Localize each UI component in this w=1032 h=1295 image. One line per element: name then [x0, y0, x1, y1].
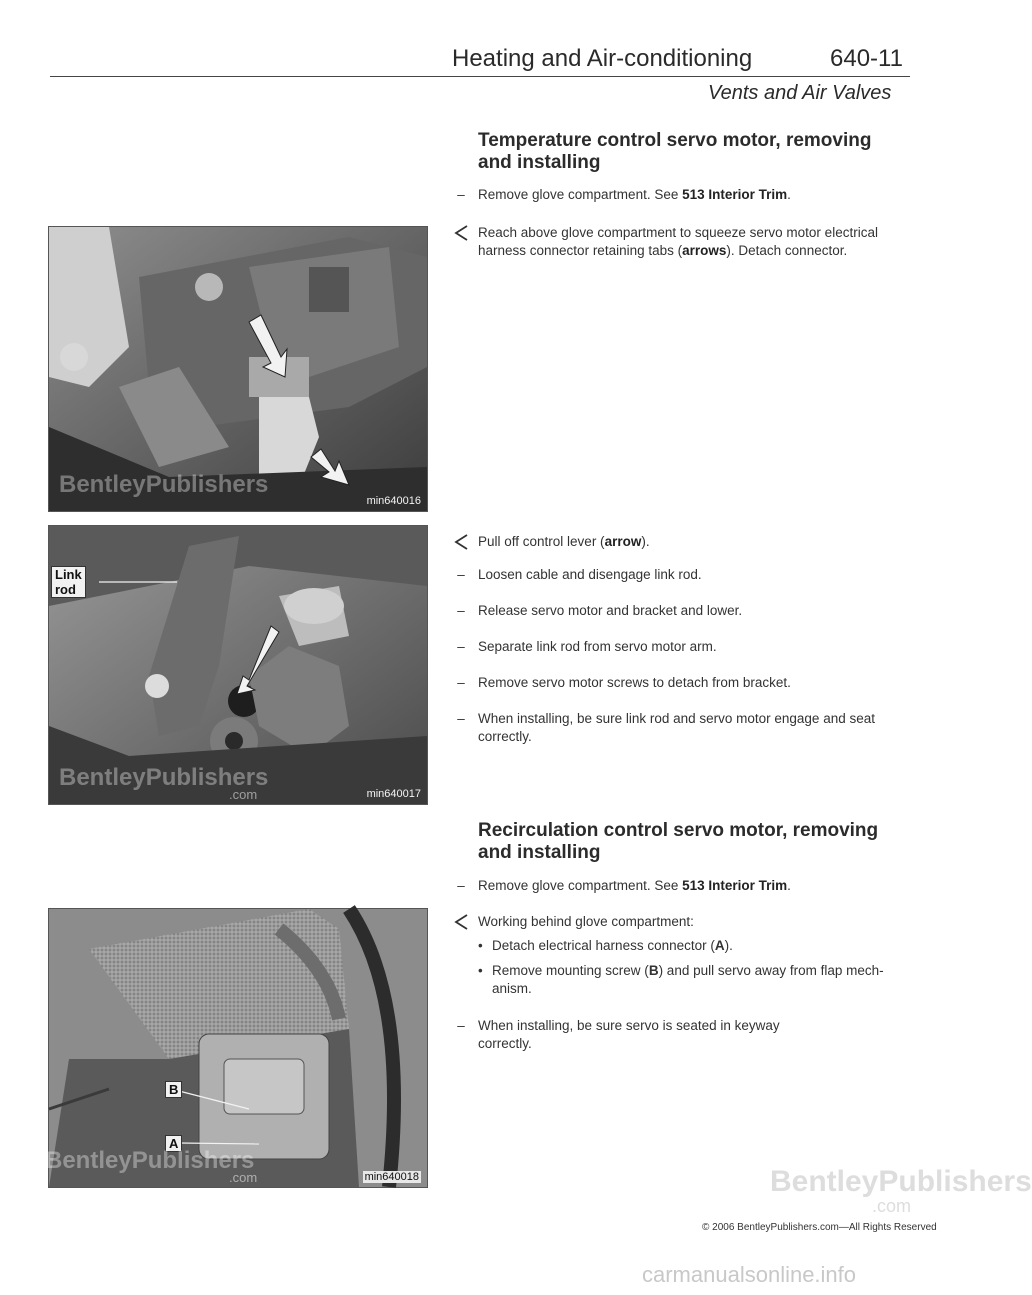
dash-icon: – [457, 878, 465, 893]
photo-illustration [49, 526, 427, 804]
step-text: Remove glove compartment. See 513 Interior Trim. [478, 187, 791, 202]
bullet-text: Remove mounting screw (B) and pull servo away from flap mech-anism. [492, 963, 884, 996]
page-number: 640-11 [830, 45, 903, 72]
site-watermark: carmanualsonline.info [642, 1262, 857, 1287]
figure-code: min640018 [364, 1171, 419, 1183]
step-text: Remove servo motor screws to detach from bracket. [478, 675, 791, 690]
dash-icon: – [457, 1018, 465, 1033]
figure-servo-connector-photo [48, 226, 428, 512]
step-text: Release servo motor and bracket and lower. [478, 603, 743, 618]
photo-illustration [49, 909, 427, 1187]
figure-code: min640017 [366, 788, 421, 800]
dash-icon: – [457, 675, 465, 690]
step-text: Working behind glove compartment: [478, 914, 694, 929]
dash-icon: – [457, 567, 465, 582]
photo-illustration [49, 227, 427, 511]
step-text: Loosen cable and disengage link rod. [478, 567, 702, 582]
left-chevron-icon [452, 224, 470, 247]
left-chevron-icon [452, 533, 470, 556]
step-text: Pull off control lever (arrow). [478, 534, 650, 549]
figure-code: min640016 [366, 495, 421, 507]
section-heading-temperature [478, 130, 871, 174]
dash-icon: – [457, 603, 465, 618]
link-rod-label-line: rod [55, 582, 76, 597]
photo-watermark-com: .com [229, 1170, 258, 1185]
figure-control-lever-photo [48, 525, 428, 805]
section-subtitle: Vents and Air Valves [708, 82, 892, 104]
copyright-notice: © 2006 BentleyPublishers.com—All Rights Reserved [702, 1222, 937, 1233]
section-heading-line: and installing [478, 152, 601, 173]
bullet-text: Detach electrical harness connector (A). [492, 938, 733, 953]
link-rod-label-line: Link [55, 567, 82, 582]
bullet-icon: • [478, 963, 483, 978]
footer-watermark-com: .com [872, 1196, 912, 1216]
page-header-title: Heating and Air-conditioning [452, 45, 753, 72]
dash-icon: – [457, 639, 465, 654]
photo-watermark-com: .com [229, 787, 258, 802]
step-text: When installing, be sure link rod and servo motor engage and seat correctly. [478, 711, 875, 744]
step-text: When installing, be sure servo is seated in keyway correctly. [478, 1018, 780, 1051]
step-text: Remove glove compartment. See 513 Interior Trim. [478, 878, 791, 893]
section-heading-line: and installing [478, 842, 601, 863]
section-heading-line: Temperature control servo motor, removing [478, 130, 872, 151]
link-rod-label [51, 566, 86, 598]
section-heading-recirculation [478, 820, 878, 864]
left-chevron-icon [452, 913, 470, 936]
dash-icon: – [457, 711, 465, 726]
step-text: Separate link rod from servo motor arm. [478, 639, 717, 654]
photo-watermark: BentleyPublishers [59, 471, 269, 498]
figure-recirculation-servo-photo [45, 908, 428, 1188]
footer-watermark: BentleyPublishers [770, 1165, 1032, 1198]
section-heading-line: Recirculation control servo motor, removing [478, 820, 879, 841]
photo-watermark: BentleyPublishers [59, 764, 269, 791]
bullet-icon: • [478, 938, 483, 953]
callout-b: B [165, 1081, 182, 1098]
callout-a: A [165, 1135, 182, 1152]
dash-icon: – [457, 187, 465, 202]
step-text: Reach above glove compartment to squeeze servo motor electrical harness connector retaining tabs (arrows). Detach connector. [478, 225, 878, 258]
photo-watermark: BentleyPublishers [45, 1147, 255, 1174]
header-divider [50, 76, 910, 77]
